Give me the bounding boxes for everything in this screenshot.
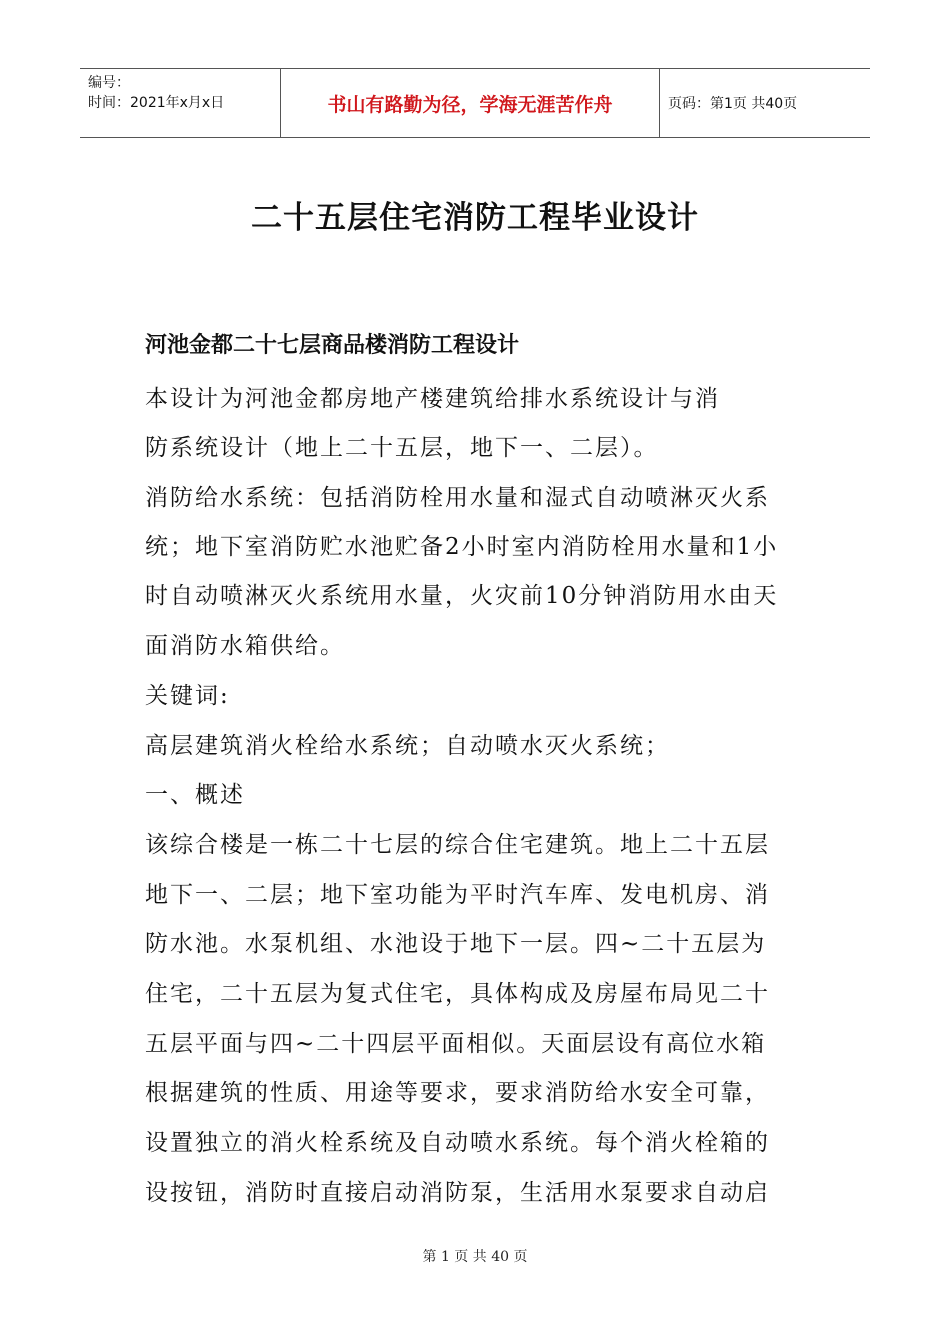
header-motto: 书山有路勤为径，学海无涯苦作舟 <box>280 69 660 137</box>
time-label: 时间：2021年x月x日 <box>88 95 225 111</box>
body-line: 该综合楼是一栋二十七层的综合住宅建筑。地上二十五层 <box>145 832 770 858</box>
header-page-info: 页码：第1页 共40页 <box>668 96 798 112</box>
document-title: 二十五层住宅消防工程毕业设计 <box>251 200 699 236</box>
body-line: 住宅，二十五层为复式住宅，具体构成及房屋布局见二十 <box>145 981 770 1007</box>
page-footer: 第 1 页 共 40 页 <box>422 1249 528 1265</box>
page-header <box>80 68 870 138</box>
body-line: 防水池。水泵机组、水池设于地下一层。四~二十五层为 <box>145 931 767 957</box>
body-line: 面消防水箱供给。 <box>145 633 345 659</box>
document-subtitle: 河池金都二十七层商品楼消防工程设计 <box>145 333 520 358</box>
body-line: 根据建筑的性质、用途等要求，要求消防给水安全可靠， <box>145 1080 770 1106</box>
header-meta <box>80 69 280 137</box>
body-line: 消防给水系统：包括消防栓用水量和湿式自动喷淋灭火系 <box>145 485 770 511</box>
number-label: 编号： <box>88 75 130 91</box>
body-line: 统；地下室消防贮水池贮备2小时室内消防栓用水量和1小 <box>145 534 779 560</box>
body-line: 防系统设计（地上二十五层，地下一、二层）。 <box>145 435 659 461</box>
body-line: 时自动喷淋灭火系统用水量，火灾前10分钟消防用水由天 <box>145 583 779 609</box>
body-line: 五层平面与四~二十四层平面相似。天面层设有高位水箱 <box>145 1031 767 1057</box>
keywords-label: 关键词: <box>145 683 230 709</box>
body-line: 地下一、二层；地下室功能为平时汽车库、发电机房、消 <box>145 882 770 908</box>
keywords-text: 高层建筑消火栓给水系统；自动喷水灭火系统； <box>145 733 670 759</box>
body-line: 设按钮，消防时直接启动消防泵，生活用水泵要求自动启 <box>145 1180 770 1206</box>
body-line: 本设计为河池金都房地产楼建筑给排水系统设计与消 <box>145 386 720 412</box>
body-line: 设置独立的消火栓系统及自动喷水系统。每个消火栓箱的 <box>145 1130 770 1156</box>
section-heading: 一、概述 <box>145 782 245 808</box>
